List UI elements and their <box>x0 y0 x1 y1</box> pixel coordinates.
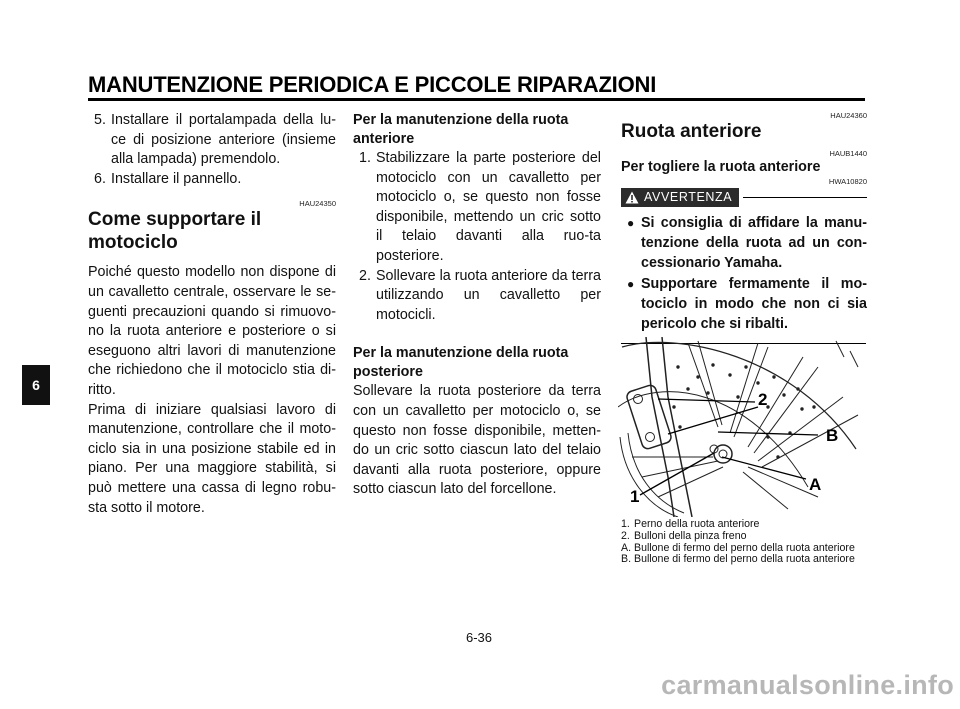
section-title-front-wheel: Ruota anteriore <box>621 121 762 142</box>
callout-label-a: A <box>809 475 822 494</box>
support-paragraph-1: Poiché questo modello non dispone di un cavalletto centrale, osservare le se-guenti precauzioni quando si rimuovo-no la ruota anteriore e posteriore o si eseguono altri lavori di manutenzione che richiedono che il motociclo stia di-ritto. <box>88 264 336 398</box>
section-code: HAU24360 <box>830 111 867 120</box>
caption-text: Bulloni della pinza freno <box>634 529 747 542</box>
warning-code: HWA10820 <box>828 177 867 186</box>
header-rule <box>88 98 865 101</box>
chapter-tab: 6 <box>22 365 50 405</box>
bullet-text: Si consiglia di affidare la manu-tenzione della ruota ad un con-cessionario Yamaha. <box>641 215 867 271</box>
warning-label: AVVERTENZA <box>644 189 733 204</box>
step-number: 1. <box>359 150 371 166</box>
step-text: Installare il portalampada della lu-ce di posizione anteriore (insieme alla lampada) premendolo. <box>111 112 336 168</box>
front-wheel-illustration <box>618 337 866 517</box>
page-header-title: MANUTENZIONE PERIODICA E PICCOLE RIPARAZIONI <box>88 72 657 97</box>
warning-triangle-icon <box>625 191 639 204</box>
warning-banner <box>621 188 867 207</box>
front-step-1 <box>353 149 601 267</box>
section-code: HAUB1440 <box>829 149 867 158</box>
caption-text: Perno della ruota anteriore <box>634 518 760 530</box>
front-wheel-heading: Per la manutenzione della ruota anteriore <box>353 112 569 147</box>
caption-text: Bullone di fermo del perno della ruota anteriore <box>634 553 855 566</box>
caption-label: 2. <box>621 529 630 542</box>
watermark: carmanualsonline.info <box>661 670 954 700</box>
section-code: HAU24350 <box>299 199 336 209</box>
callout-label-1: 1 <box>630 487 640 506</box>
rear-wheel-heading: Per la manutenzione della ruota posteriore <box>353 345 569 381</box>
step-text: Sollevare la ruota anteriore da terra utilizzando un cavalletto per motocicli. <box>376 267 601 323</box>
step-number: 5. <box>94 112 106 128</box>
step-5 <box>88 111 336 170</box>
warning-bullets <box>621 213 867 334</box>
callout-label-2: 2 <box>758 390 768 409</box>
step-number: 6. <box>94 170 106 187</box>
bullet-text: Supportare fermamente il mo-tociclo in modo che non ci sia pericolo che si ribalti. <box>641 276 867 332</box>
caption-label: 1. <box>621 518 630 530</box>
middle-column <box>353 111 601 500</box>
rear-wheel-paragraph: Sollevare la ruota posteriore da terra con un cavalletto per motociclo o, se questo non fosse disponibile, metten-do un cric sotto ciascun lato del telaio davanti alla ruota posteriore, oppure sotto ciascun lato del forcellone. <box>353 383 601 498</box>
warning-rule <box>743 197 867 199</box>
caption-label: B. <box>621 553 632 566</box>
caption-item <box>621 554 867 566</box>
warning-bullet <box>621 274 867 334</box>
caption-text: Bullone di fermo del perno della ruota anteriore <box>634 541 855 554</box>
remove-front-wheel-subtitle: Per togliere la ruota anteriore <box>621 159 821 175</box>
caption-item <box>621 531 867 543</box>
page-number: 6-36 <box>466 630 493 645</box>
front-step-2 <box>353 267 601 326</box>
right-column <box>621 111 867 344</box>
callout-label-b: B <box>826 426 839 445</box>
left-column <box>88 111 336 518</box>
step-6 <box>88 170 336 190</box>
bullet-icon: ● <box>627 216 635 230</box>
warning-badge <box>621 188 739 207</box>
step-number: 2. <box>359 267 371 284</box>
warning-bullet <box>621 213 867 273</box>
step-text: Installare il pannello. <box>111 170 242 187</box>
figure-caption <box>621 519 867 566</box>
bullet-icon: ● <box>627 277 635 291</box>
support-paragraph-2: Prima di iniziare qualsiasi lavoro di manutenzione, controllare che il moto-ciclo sia in una posizione stabile ed in piano. Per una maggiore stabilità, si può mettere una cassa di legno robu-sta sotto il motore. <box>88 401 336 516</box>
caption-label: A. <box>621 541 632 554</box>
step-text: Stabilizzare la parte posteriore del motociclo con un cavalletto per motociclo o, se questo non fosse disponibile, mettendo un cric sotto il telaio davanti alla ruo-ta posteriore. <box>376 150 601 264</box>
section-title-support: Come supportare il motociclo <box>88 209 262 254</box>
